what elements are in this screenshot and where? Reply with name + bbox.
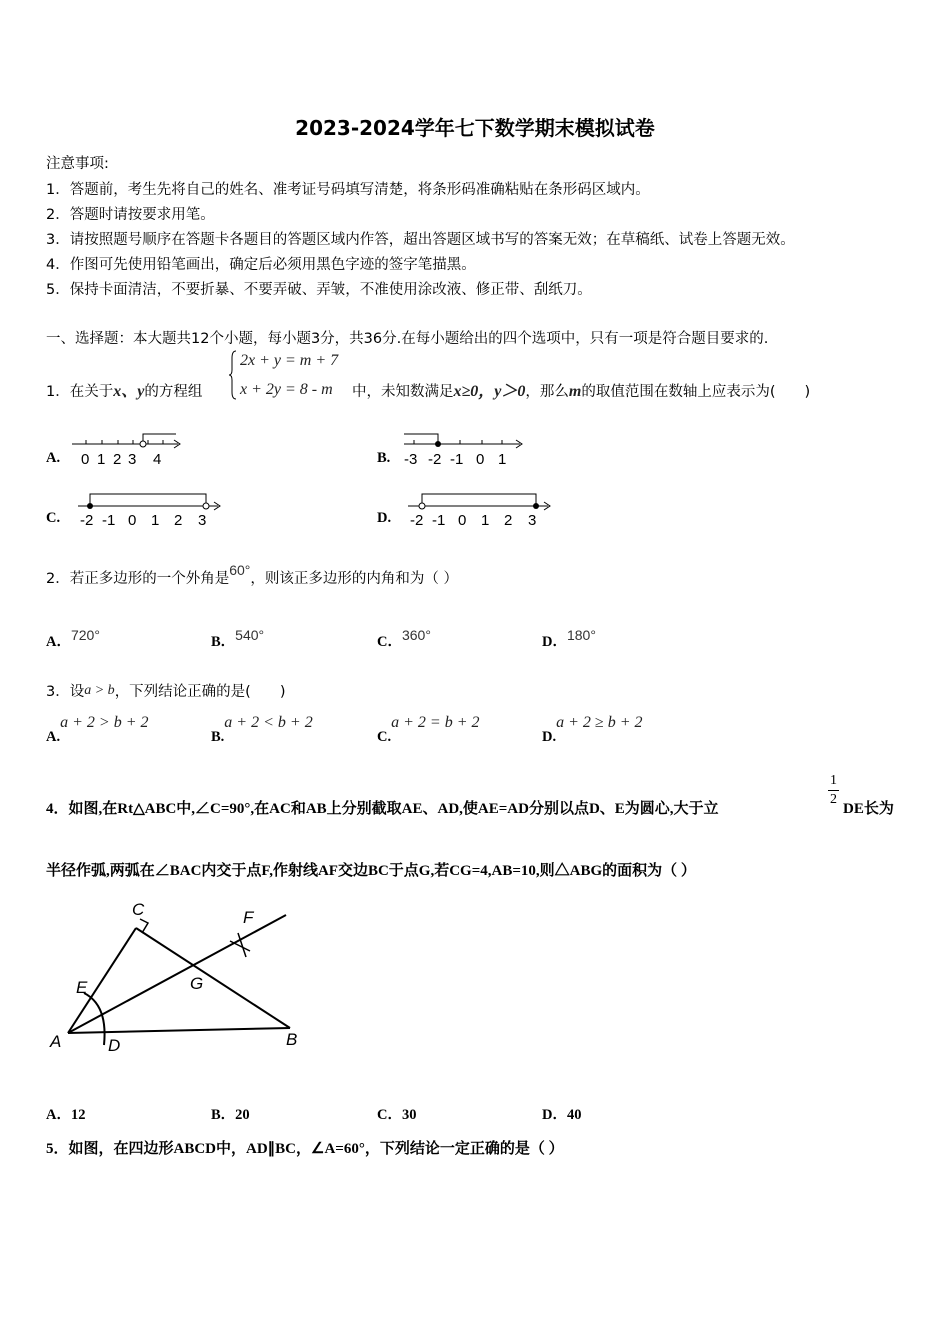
tick-label: 0 [81,451,90,468]
tick-label: 1 [498,451,507,468]
number-line-b [402,428,527,470]
question-4-line2: 半径作弧,两弧在∠BAC内交于点F,作射线AF交边BC于点G,若CG=4,AB=10,则△ABG的面积为（ ） [46,863,696,879]
notice-item: 3．请按照题号顺序在答题卡各题目的答题区域内作答，超出答题区域书写的答案无效；在草稿纸、试卷上答题无效。 [46,232,795,248]
q3-option-c: C.a + 2 = b + 2 [377,714,480,745]
tick-label: -1 [450,451,464,468]
tick-label: -3 [404,451,418,468]
q2-option-c: C．360° [377,627,431,650]
tick-label: 3 [198,512,207,529]
tick-label: 1 [151,512,160,529]
notice-item: 4．作图可先使用铅笔画出，确定后必须用黑色字迹的签字笔描黑。 [46,257,476,273]
number-line-a [70,428,185,470]
tick-label: 2 [504,512,513,529]
tick-label: 0 [476,451,485,468]
side-ab [68,1028,290,1033]
tick-label: 1 [481,512,490,529]
tick-label: 3 [128,451,137,468]
q3-option-b: B.a + 2 < b + 2 [211,714,313,745]
q4-option-d: D．40 [542,1107,582,1123]
point-e: E [76,978,88,997]
tick-label: -2 [410,512,424,529]
notice-item: 1．答题前，考生先将自己的姓名、准考证号码填写清楚，将条形码准确粘贴在条形码区域内。 [46,182,650,198]
tick-label: -2 [80,512,94,529]
q4-option-c: C．30 [377,1107,417,1123]
tick-label: 4 [153,451,162,468]
question-1: 1．在关于x、y的方程组 [46,383,203,400]
option-d-label: D. [377,510,392,526]
ray-af [68,915,286,1033]
option-c-label: C. [46,510,61,526]
question-2: 2．若正多边形的一个外角是60°，则该正多边形的内角和为（ ） [46,562,459,587]
tick-label: 2 [174,512,183,529]
equation-2: x + 2y = 8 - m [240,381,333,398]
tick-label: -1 [102,512,116,529]
notice-item: 2．答题时请按要求用笔。 [46,207,215,223]
number-line-d [406,488,556,530]
triangle-figure [46,895,306,1065]
tick-label: 1 [97,451,106,468]
side-cb [136,928,290,1028]
point-g: G [190,974,204,993]
tick-label: 0 [458,512,467,529]
tick-label: 3 [528,512,537,529]
section-heading: 一、选择题：本大题共12个小题，每小题3分，共36分.在每小题给出的四个选项中，只有一项是符合题目要求的. [46,331,769,347]
option-a-label: A. [46,450,61,466]
question-1-rest: 中，未知数满足x≥0，y＞0，那么m的取值范围在数轴上应表示为( ) [352,383,811,400]
q2-option-d: D．180° [542,627,596,650]
q4-option-a: A．12 [46,1107,86,1123]
notice-heading: 注意事项: [46,156,109,172]
page-title: 2023-2024学年七下数学期末模拟试卷 [295,116,655,140]
q2-option-a: A．720° [46,627,100,650]
tick-label: -1 [432,512,446,529]
fraction-half: $\frac{1}{2}$ [830,773,837,807]
q4-option-b: B．20 [211,1107,250,1123]
point-a: A [50,1032,62,1051]
point-d: D [108,1036,121,1055]
question-4-line1-tail: DE长为 [843,801,894,817]
q3-option-d: D.a + 2 ≥ b + 2 [542,714,643,745]
q3-option-a: A.a + 2 > b + 2 [46,714,149,745]
equation-1: 2x + y = m + 7 [240,352,339,369]
option-b-label: B. [377,450,391,466]
point-f: F [243,908,254,927]
tick-label: 0 [128,512,137,529]
equation-brace [229,350,237,400]
question-4-line1: 4．如图,在Rt△ABC中,∠C=90°,在AC和AB上分别截取AE、AD,使AE=AD分别以点D、E为圆心,大于立 [46,801,719,817]
point-c: C [132,900,145,919]
arc-mark-1 [230,941,250,951]
question-5: 5．如图，在四边形ABCD中，AD∥BC，∠A=60°，下列结论一定正确的是（ ） [46,1141,564,1157]
question-3: 3．设a > b，下列结论正确的是( ) [46,683,286,700]
tick-label: 2 [113,451,122,468]
notice-item: 5．保持卡面清洁，不要折暴、不要弄破、弄皱，不准使用涂改液、修正带、刮纸刀。 [46,282,592,298]
point-b: B [286,1030,298,1049]
tick-label: -2 [428,451,442,468]
q2-option-b: B．540° [211,627,265,650]
number-line-c [76,488,226,530]
